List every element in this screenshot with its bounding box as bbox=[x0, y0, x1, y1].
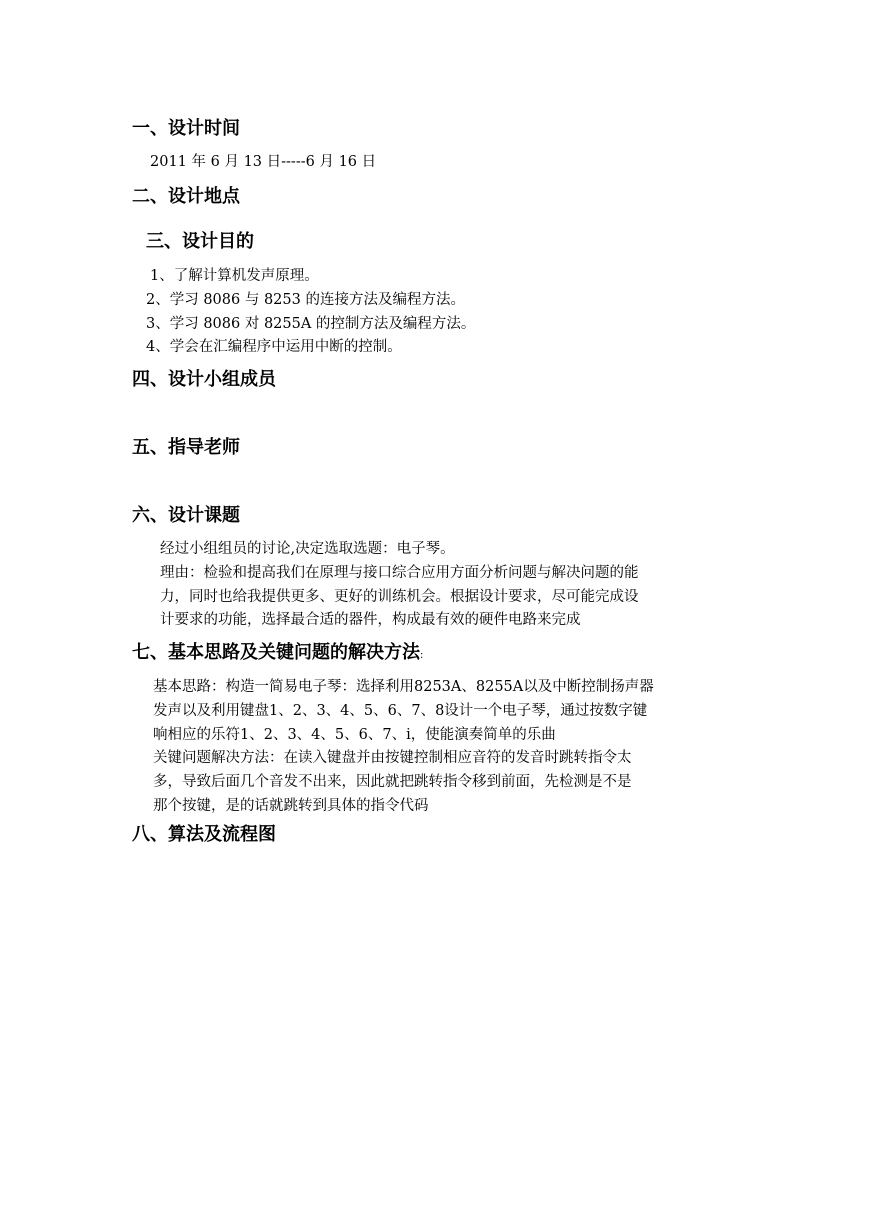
heading-team-members: 四、设计小组成员 bbox=[132, 369, 276, 390]
heading-approach bbox=[132, 641, 423, 668]
heading-design-purpose: 三、设计目的 bbox=[146, 231, 254, 252]
design-time-text: 2011 年 6 月 13 日-----6 月 16 日 bbox=[150, 154, 377, 170]
approach-line-5: 多，导致后面几个音发不出来，因此就把跳转指令移到前面，先检测是不是 bbox=[153, 774, 632, 790]
heading-approach-text: 七、基本思路及关键问题的解决方法 bbox=[132, 642, 420, 663]
topic-line-1: 经过小组组员的讨论,决定选取选题：电子琴。 bbox=[160, 541, 455, 557]
purpose-item-1: 1、了解计算机发声原理。 bbox=[150, 268, 319, 284]
purpose-item-3: 3、学习 8086 对 8255A 的控制方法及编程方法。 bbox=[146, 316, 476, 332]
approach-line-3: 响相应的乐符1、2、3、4、5、6、7、i，使能演奏简单的乐曲 bbox=[153, 727, 556, 743]
heading-design-location: 二、设计地点 bbox=[132, 186, 240, 207]
heading-design-topic: 六、设计课题 bbox=[132, 505, 240, 526]
heading-approach-suffix: : bbox=[420, 650, 424, 661]
heading-advisor: 五、指导老师 bbox=[132, 437, 240, 458]
purpose-item-2: 2、学习 8086 与 8253 的连接方法及编程方法。 bbox=[146, 292, 465, 308]
approach-line-2: 发声以及利用键盘1、2、3、4、5、6、7、8设计一个电子琴，通过按数字键 bbox=[153, 703, 648, 719]
topic-line-2: 理由：检验和提高我们在原理与接口综合应用方面分析问题与解决问题的能 bbox=[160, 565, 639, 581]
purpose-item-4: 4、学会在汇编程序中运用中断的控制。 bbox=[146, 339, 402, 355]
topic-line-3: 力，同时也给我提供更多、更好的训练机会。根据设计要求，尽可能完成设 bbox=[160, 589, 639, 605]
approach-line-1: 基本思路：构造一简易电子琴：选择利用8253A、8255A以及中断控制扬声器 bbox=[153, 679, 654, 695]
approach-line-6: 那个按键，是的话就跳转到具体的指令代码 bbox=[153, 798, 429, 814]
approach-line-4: 关键问题解决方法：在读入键盘并由按键控制相应音符的发音时跳转指令太 bbox=[153, 750, 632, 766]
heading-design-time: 一、设计时间 bbox=[132, 118, 240, 139]
topic-line-4: 计要求的功能，选择最合适的器件，构成最有效的硬件电路来完成 bbox=[160, 612, 581, 628]
heading-algorithm-flowchart: 八、算法及流程图 bbox=[132, 824, 276, 845]
